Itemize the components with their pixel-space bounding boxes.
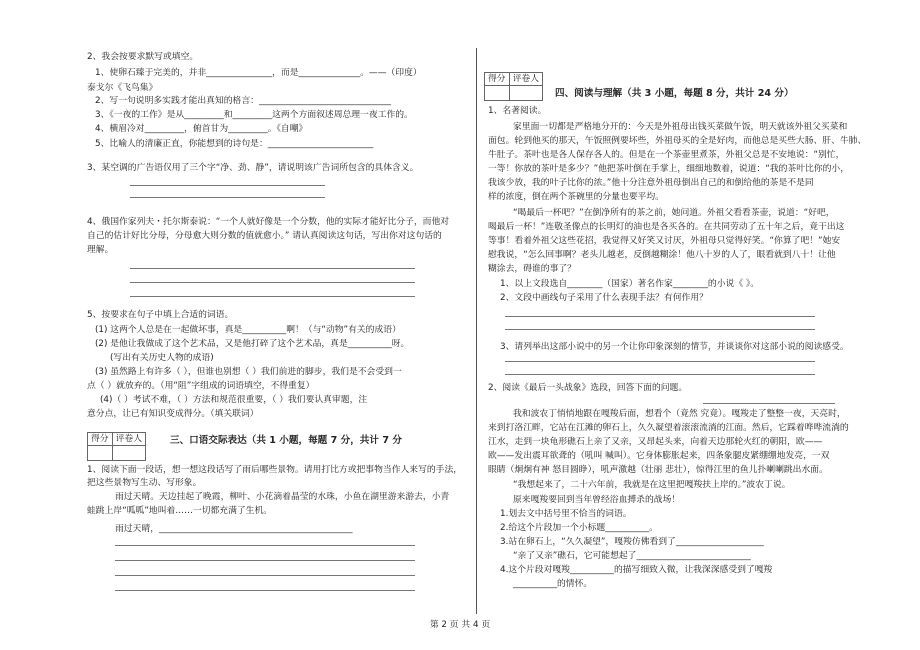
reading-q1-passage-line: 面包。轮到他买的那天，午饭照例要坏些，外祖母买的全是好肉，而他总是买些大肠、肝、牛肺、 — [488, 136, 867, 146]
answer-line — [130, 268, 415, 269]
score-box-section-3 — [87, 432, 146, 461]
q2-item-2: 2、写一句说明多实践才能出真知的格言：______________________________ — [95, 96, 391, 106]
column-divider — [476, 48, 477, 614]
reading-q1-passage-line: 家里面一切都是严格地分开的：今天是外祖母出钱买菜做午饭，明天就该外祖父买菜和 — [513, 122, 848, 132]
grader-cell — [112, 446, 145, 461]
reading-q2-passage-line: 来到打洛江畔，它站在江滩的卵石上，久久凝望着滚滚流淌的江面。然后，它踩着哗哗流淌的 — [488, 423, 849, 433]
oral-q1-prompt-line-1: 1、阅读下面一段话，想一想这段话写了雨后哪些景物。请用打比方或把事物当作人来写的手法， — [87, 465, 463, 475]
reading-q1-passage-line: 等事！看着外祖父这些花招，我觉得又好笑又讨厌，外祖母只觉得好笑。“你算了吧！”她安 — [488, 236, 841, 246]
answer-line — [505, 361, 815, 362]
reading-q1-passage-line: 慰我说，“怎么回事啊？老头儿越老，反倒越糊涂！他八十岁的人了，眼看就到八十！让他 — [488, 250, 836, 260]
q5-item-2: (2) 是他让我做成了这个艺术品，又是他打碎了这个艺术品，真是__________呀。 — [95, 339, 410, 349]
reading-q2-title: 2、阅读《最后一头战象》选段，回答下面的问题。 — [488, 383, 688, 393]
reading-q2-sub-2: 2.给这个片段加一个小标题__________。 — [500, 523, 658, 533]
reading-q2-sub-4-cont: __________的情怀。 — [513, 579, 593, 589]
grader-label: 评卷人 — [112, 433, 145, 446]
reading-q2-sub-1: 1.划去文中括号里不恰当的词语。 — [500, 509, 632, 519]
reading-q2-passage-line: “我想起来了，二十六年前，我就是在这里把嘎羧扶上岸的。”波农丁说。 — [513, 480, 791, 490]
q2-item-3: 3、《一夜的工作》是从_________和_________这两个方面叙述周总理一夜工作的。 — [95, 110, 413, 120]
reading-q1-passage-line: 样的浓度，倒在两个茶碗里的分量也要平均。 — [488, 192, 664, 202]
answer-line — [115, 545, 415, 546]
answer-line — [130, 282, 415, 283]
q3-prompt: 3、某空调的广告语仅用了三个字“净、劲、静”，请说明该广告词所包含的具体含义。 — [87, 163, 419, 173]
reading-q2-passage-line: 我和波农丁悄悄地跟在嘎羧后面，想看个（竟然 究竟）。嘎羧走了整整一夜，天亮时， — [513, 409, 846, 419]
reading-q1-sub-1: 1、以上文段选自________（国家）著名作家________的小说《 》。 — [500, 279, 760, 289]
q2-title: 2、我会按要求默写或填空。 — [87, 52, 199, 62]
q2-item-4: 4、横眉冷对_________，俯首甘为_________。《自嘲》 — [95, 124, 308, 134]
q5-item-1: (1) 这两个人总是在一起做坏事，真是__________啊！（与“动物”有关的成语） — [95, 325, 401, 335]
reading-q1-passage-line: 牛肚子。茶叶也是各人保存各人的。但是在一个茶壶里煮茶，外祖父总是不安地说：“别忙， — [488, 150, 845, 160]
reading-q2-passage-line: 眼睛（炯炯有神 怒目圆睁），吼声激越（壮丽 悲壮），惊得江里的鱼儿扑喇喇跳出水面。 — [488, 465, 828, 475]
q4-prompt-line-2: 自己的估计好比分母，分母愈大则分数的值就愈小。” 请认真阅读这句话，写出你对这句话的 — [87, 231, 442, 241]
underline-mark — [703, 403, 835, 404]
section-4-heading: 四、阅读与理解（共 3 小题，每题 8 分，共计 24 分） — [555, 88, 794, 99]
answer-line — [130, 296, 415, 297]
reading-q2-sub-4: 4.这个片段对嘎羧__________的描写细致入微，让我深深感受到了嘎羧 — [500, 565, 773, 575]
score-label: 得分 — [485, 73, 510, 86]
answer-line — [115, 575, 415, 576]
reading-q2-sub-3-cont: “亲了又亲”礁石，它可能想起了__________________________ — [513, 551, 751, 561]
q5-item-4: (4)（ ）考试不难，（ ）方法和规范很重要，（ ）我们要认真审题，注 — [100, 395, 368, 405]
reading-q1-passage-line: 糊涂去，碍谁的事了？ — [488, 264, 576, 274]
q5-title: 5、按要求在句子中填上合适的词语。 — [87, 310, 234, 320]
q2-item-5: 5、比喻人的清廉正直，你能想到的诗句是：________________________ — [95, 139, 374, 149]
reading-q2-passage-line: 原来嘎羧要回到当年曾经浴血搏杀的战场！ — [513, 495, 681, 505]
q5-item-2-hint: (写出有关历史人物的成语) — [110, 353, 214, 363]
oral-q1-passage-line-1: 雨过天晴。天边挂起了晚霞，柳叶、小花滴着晶莹的水珠，小鱼在湖里游来游去，小青 — [115, 492, 450, 502]
q5-item-4-cont: 意分点，让已有知识变成得分。（填关联词） — [87, 409, 259, 419]
oral-q1-passage-line-2: 蛙跳上岸“呱呱”地叫着……一切都充满了生机。 — [87, 506, 273, 516]
reading-q2-passage-line: 欧——发出震耳欲聋的（吼叫 喊叫）。它身体膨胀起来，四条象腿皮紧绷绷地发亮，一双 — [488, 451, 830, 461]
reading-q2-passage-line: 江水，走到一块龟形礁石上亲了又亲，又昂起头来，向着天边那轮火红的朝阳，欧—— — [488, 437, 823, 447]
score-cell — [88, 446, 113, 461]
score-cell — [485, 86, 510, 101]
answer-line — [115, 590, 415, 591]
score-label: 得分 — [88, 433, 113, 446]
reading-q1-title: 1、名著阅读。 — [488, 106, 547, 116]
q2-item-1: 1、使卵石臻于完美的，并非_______________，而是______________。——（印度） — [95, 68, 422, 78]
reading-q1-passage-line: 喝最后一杯！”连敬圣像点的长明灯的油也是各买各的。在共同劳动了五十年之后，竟干出这 — [488, 222, 845, 232]
answer-line — [505, 329, 815, 330]
q5-item-3: (3) 虽然路上有许多（ ），但谁也别想（ ）我们前进的脚步，我们是不会受到一 — [95, 367, 402, 377]
q4-prompt-line-3: 理解。 — [87, 245, 114, 255]
reading-q1-passage-line: 一等！你放的茶叶是多少？”他把茶叶倒在手掌上，细细地数着，说道：“我的茶叶比你的小， — [488, 164, 849, 174]
oral-q1-prompt-line-2: 把这些景物写生动、写形象。 — [87, 478, 202, 488]
score-box-section-4 — [484, 72, 543, 101]
reading-q1-passage-line: “喝最后一杯吧？”在倒净所有的茶之前，她问道。外祖父看看茶壶，说道：“好吧， — [513, 208, 835, 218]
page-number: 第 2 页 共 4 页 — [429, 620, 491, 630]
q5-item-3-cont: 点（ ）就放弃的。（用“阻”字组成的词语填空，不得重复） — [87, 381, 315, 391]
answer-line — [115, 560, 415, 561]
answer-line — [505, 374, 815, 375]
answer-line — [130, 185, 325, 186]
grader-cell — [509, 86, 542, 101]
reading-q1-passage-line: 我该少放，我的叶子比你的浓。”他十分注意外祖母倒出自己的和倒给他的茶是不是同 — [488, 178, 814, 188]
reading-q1-sub-3: 3、请列举出这部小说中的另一个让你印象深刻的情节，并谈谈你对这部小说的阅读感受。 — [500, 342, 849, 352]
reading-q2-sub-3: 3.站在卵石上，“久久凝望”，嘎羧仿佛看到了____________________ — [500, 537, 764, 547]
section-3-heading: 三、口语交际表达（共 1 小题，每题 7 分，共计 7 分 — [170, 435, 402, 446]
q4-prompt-line-1: 4、俄国作家列夫・托尔斯泰说：“一个人就好像是一个分数，他的实际才能好比分子，而他对 — [87, 217, 450, 227]
answer-line — [130, 197, 325, 198]
grader-label: 评卷人 — [509, 73, 542, 86]
oral-q1-answer-start: 雨过天晴，____________________________________________ — [115, 524, 353, 534]
answer-line — [505, 316, 815, 317]
q2-item-1-source: 泰戈尔《飞鸟集》 — [87, 83, 158, 93]
reading-q1-sub-2: 2、文段中画线句子采用了什么表现手法？有何作用？ — [500, 293, 708, 303]
